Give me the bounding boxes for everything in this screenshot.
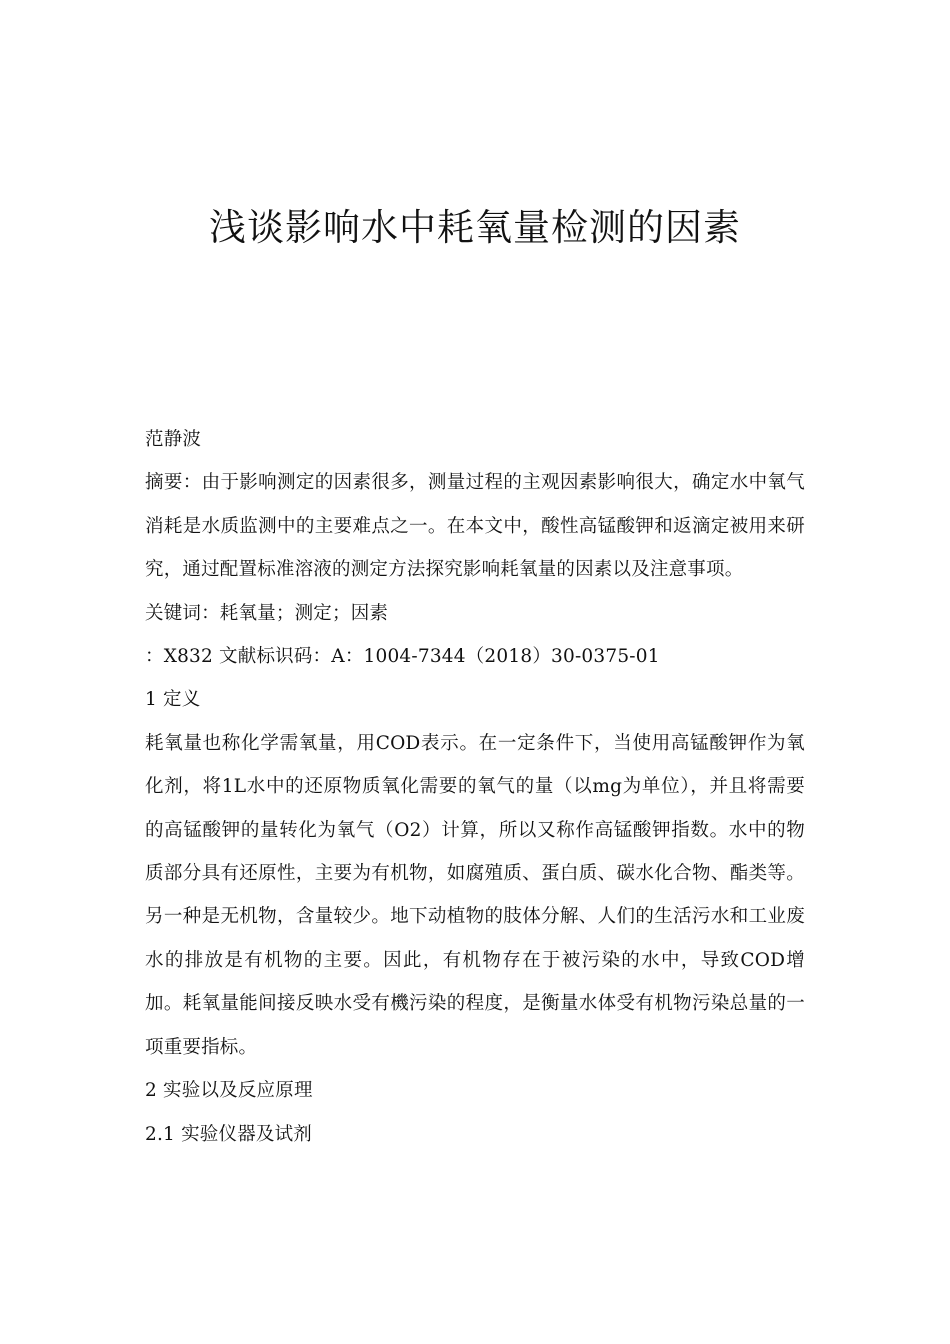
document-body (145, 418, 805, 1156)
document-title: 浅谈影响水中耗氧量检测的因素 (209, 206, 741, 249)
section-2-heading: 2 实验以及反应原理 (145, 1080, 313, 1102)
section-1-heading: 1 定义 (145, 689, 201, 711)
keywords-line: 关键词：耗氧量；测定；因素 (145, 602, 389, 624)
author-line: 范静波 (145, 429, 202, 450)
section-2-1-heading: 2.1 实验仪器及试剂 (145, 1123, 313, 1145)
classification-line: ：X832 文献标识码：A：1004-7344（2018）30-0375-01 (145, 646, 660, 668)
abstract-paragraph: 摘要：由于影响测定的因素很多，测量过程的主观因素影响很大，确定水中氧气消耗是水质监测中的主要难点之一。在本文中，酸性高锰酸钾和返滴定被用来研究，通过配置标准溶液的测定方法探究影响耗氧量的因素以及注意事项。 (145, 472, 805, 581)
section-1-paragraph: 耗氧量也称化学需氧量，用COD表示。在一定条件下，当使用高锰酸钾作为氧化剂，将1L水中的还原物质氧化需要的氧气的量（以mg为单位），并且将需要的高锰酸钾的量转化为氧气（O2）计算，所以又称作高锰酸钾指数。水中的物质部分具有还原性，主要为有机物，如腐殖质、蛋白质、碳水化合物、酯类等。另一种是无机物，含量较少。地下动植物的肢体分解、人们的生活污水和工业废水的排放是有机物的主要。因此，有机物存在于被污染的水中，导致COD增加。耗氧量能间接反映水受有機污染的程度，是衡量水体受有机物污染总量的一项重要指标。 (145, 732, 805, 1058)
